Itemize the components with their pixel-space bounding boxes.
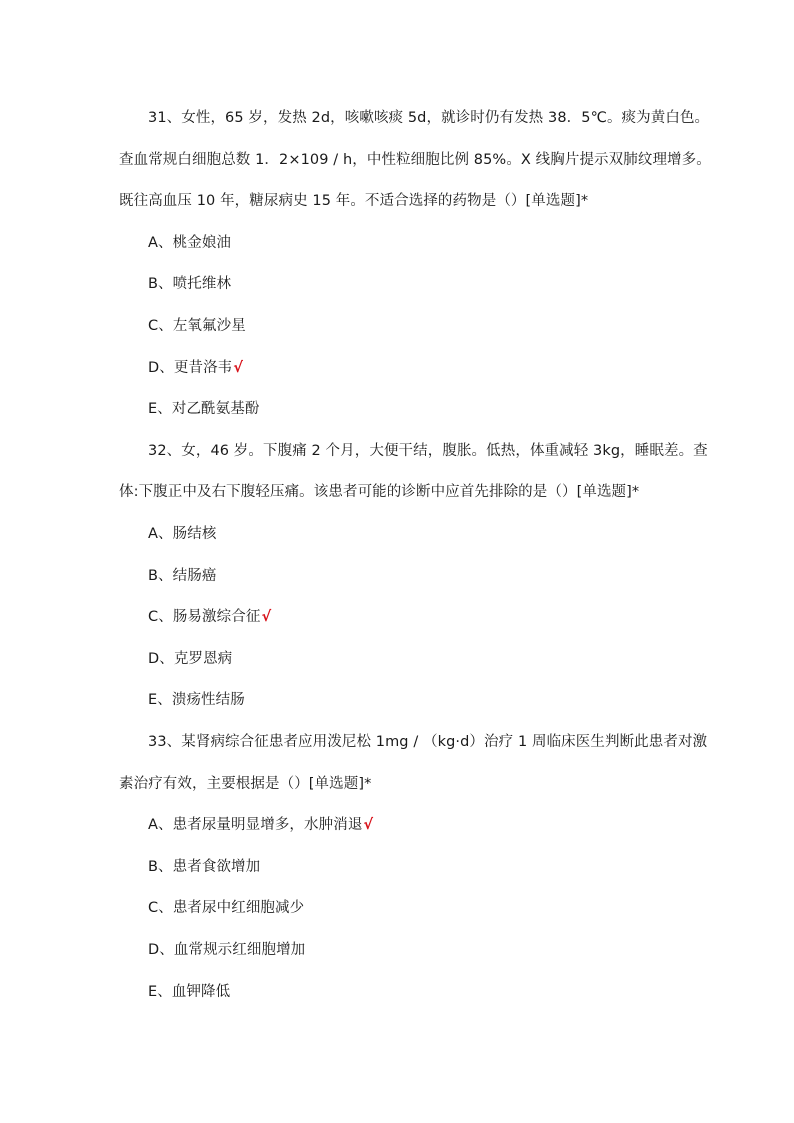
question-32-line-1: 32、女，46 岁。下腹痛 2 个月，大便干结，腹胀。低热，体重减轻 3kg，睡眠差。查 [148, 443, 708, 459]
question-31-option-d [0, 358, 794, 378]
option-text: A、患者尿量明显增多，水肿消退 [148, 817, 363, 833]
question-33-option-b [0, 857, 794, 877]
correct-check-icon: √ [261, 609, 272, 625]
question-33-option-c [0, 898, 794, 918]
option-text: E、对乙酰氨基酚 [148, 401, 260, 417]
question-32-option-b [0, 566, 794, 586]
question-32-option-d [0, 649, 794, 669]
question-31-line-2: 查血常规白细胞总数 1．2×109 / h，中性粒细胞比例 85%。X 线胸片提示双肺纹理增多。 [119, 152, 711, 168]
question-33-option-e [0, 982, 794, 1002]
question-33-line-1: 33、某肾病综合征患者应用泼尼松 1mg / （kg·d）治疗 1 周临床医生判断此患者对激 [148, 734, 708, 750]
option-text: B、结肠癌 [148, 568, 217, 584]
option-text: A、肠结核 [148, 526, 217, 542]
correct-check-icon: √ [363, 817, 374, 833]
option-text: E、溃疡性结肠 [148, 692, 245, 708]
question-32-option-e [0, 690, 794, 710]
option-text: B、喷托维林 [148, 276, 232, 292]
question-31-line-1: 31、女性，65 岁，发热 2d，咳嗽咳痰 5d，就诊时仍有发热 38．5℃。痰为黄白色。 [148, 110, 710, 126]
correct-check-icon: √ [233, 360, 244, 376]
option-text: C、患者尿中红细胞减少 [148, 900, 305, 916]
question-31-option-b [0, 274, 794, 294]
question-33-option-d [0, 940, 794, 960]
question-31-option-a [0, 233, 794, 253]
question-31-option-c [0, 316, 794, 336]
option-text: E、血钾降低 [148, 984, 231, 1000]
option-text: C、肠易激综合征 [148, 609, 261, 625]
option-text: A、桃金娘油 [148, 235, 232, 251]
question-32-option-c [0, 607, 794, 627]
question-32-line-2: 体:下腹正中及右下腹轻压痛。该患者可能的诊断中应首先排除的是（）[单选题]* [119, 484, 640, 500]
question-33-option-a [0, 815, 794, 835]
question-33-line-2: 素治疗有效，主要根据是（）[单选题]* [119, 776, 372, 792]
question-31-line-3: 既往高血压 10 年，糖尿病史 15 年。不适合选择的药物是（）[单选题]* [119, 193, 589, 209]
option-text: B、患者食欲增加 [148, 859, 261, 875]
option-text: D、血常规示红细胞增加 [148, 942, 306, 958]
question-32-option-a [0, 524, 794, 544]
option-text: D、更昔洛韦 [148, 360, 233, 376]
option-text: C、左氧氟沙星 [148, 318, 246, 334]
option-text: D、克罗恩病 [148, 651, 233, 667]
question-31-option-e [0, 399, 794, 419]
